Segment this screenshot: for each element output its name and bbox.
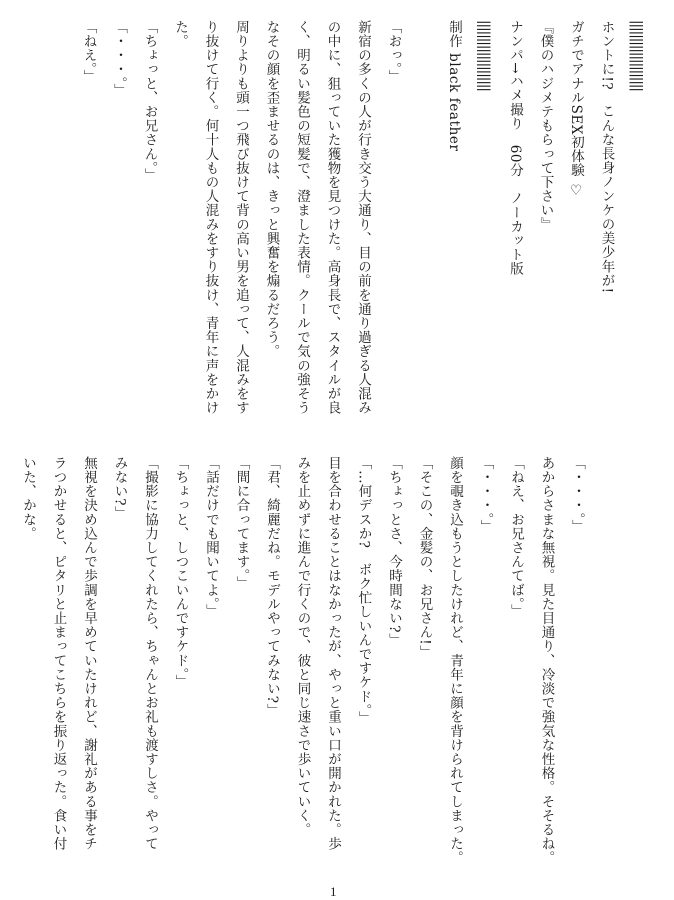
- page-number: 1: [330, 884, 337, 899]
- text-line: 「・・・。」: [477, 456, 494, 534]
- blank-line: [409, 20, 439, 450]
- text-line: 周りよりも頭一つ飛び抜けて背の高い男を追って、人混みをす: [233, 20, 249, 415]
- text-line: 「おっ。」: [385, 20, 402, 84]
- text-line: 「・・・。」: [569, 456, 585, 534]
- text-line: 「間に合ってます。」: [233, 456, 250, 591]
- text-line: 「ちょっとさ、今時間ない?」: [386, 456, 402, 648]
- header-rule-top: ||||||||||||||||||||: [629, 20, 645, 91]
- text-line: なその顔を歪ませるのは、きっと興奮を煽るだろう。: [263, 20, 280, 359]
- text-line: ラつかせると、ピタリと止まってこちらを振り返った。食い付: [50, 456, 67, 851]
- text-line: 「撮影に協力してくれたら、ちゃんとお礼も渡すしさ。やって: [142, 456, 158, 851]
- text-line: 新宿の多くの人が行き交う大通り、目の前を通り過ぎる人混み: [355, 20, 371, 415]
- credit-line: 制作 black feather: [446, 20, 462, 152]
- text-line: みを止めずに進んで行くので、彼と同じ速さで歩いていく。: [294, 456, 311, 837]
- text-line: く、明るい髪色の短髪で、澄ました表情。クールで気の強そう: [294, 20, 310, 415]
- text-line: 「ちょっと、しつこいんですケド。」: [172, 456, 189, 689]
- title-line-2: ガチでアナルSEX初体験 ♡: [568, 20, 584, 199]
- text-line: みない?」: [111, 456, 128, 521]
- title-line-1: ホントに!? こんな長身ノンケの美少年が!: [598, 20, 615, 294]
- bottom-text-block: [13, 456, 593, 876]
- text-line: の中に、狙っていた獲物を見つけた。高身長で、スタイルが良: [324, 20, 341, 415]
- text-line: 「・・・。」: [111, 20, 127, 98]
- text-line: 顔を覗き込もうとしたけれど、青年に顔を背けられてしまった。: [447, 456, 463, 865]
- title-line-3: 『僕のハジメテもらって下さい』: [537, 20, 554, 232]
- text-line: 「ちょっと、お兄さん。」: [141, 20, 158, 183]
- text-line: あからさまな無視。見た目通り、冷淡で強気な性格。そそるね。: [538, 456, 555, 865]
- text-line: 「ねえ、お兄さんてば。」: [508, 456, 524, 619]
- text-line: 「そこの、金髪の、お兄さん!」: [416, 456, 433, 660]
- text-line: 「ねえ。」: [80, 20, 97, 84]
- text-line: た。: [172, 20, 188, 49]
- text-line: いた、かな。: [20, 456, 36, 541]
- text-line: 目を合わせることはなかったが、やっと重い口が開かれた。歩: [325, 456, 341, 851]
- text-line: 「話だけでも聞いてよ。」: [203, 456, 219, 619]
- title-line-4: ナンパ→ハメ撮り 60分 ノーカット版: [507, 20, 523, 276]
- text-line: り抜けて行く。何十人もの人混みをすり抜け、青年に声をかけ: [202, 20, 219, 415]
- text-line: 「君、綺麗だね。モデルやってみない?」: [264, 456, 280, 718]
- top-text-block: [73, 20, 652, 450]
- text-line: 「…何デスか? ボク忙しいんですケド。」: [355, 456, 372, 725]
- header-rule-bottom: ||||||||||||||||||||: [476, 20, 493, 91]
- text-line: 無視を決め込んで歩調を早めていたけれど、謝礼がある事をチ: [81, 456, 97, 851]
